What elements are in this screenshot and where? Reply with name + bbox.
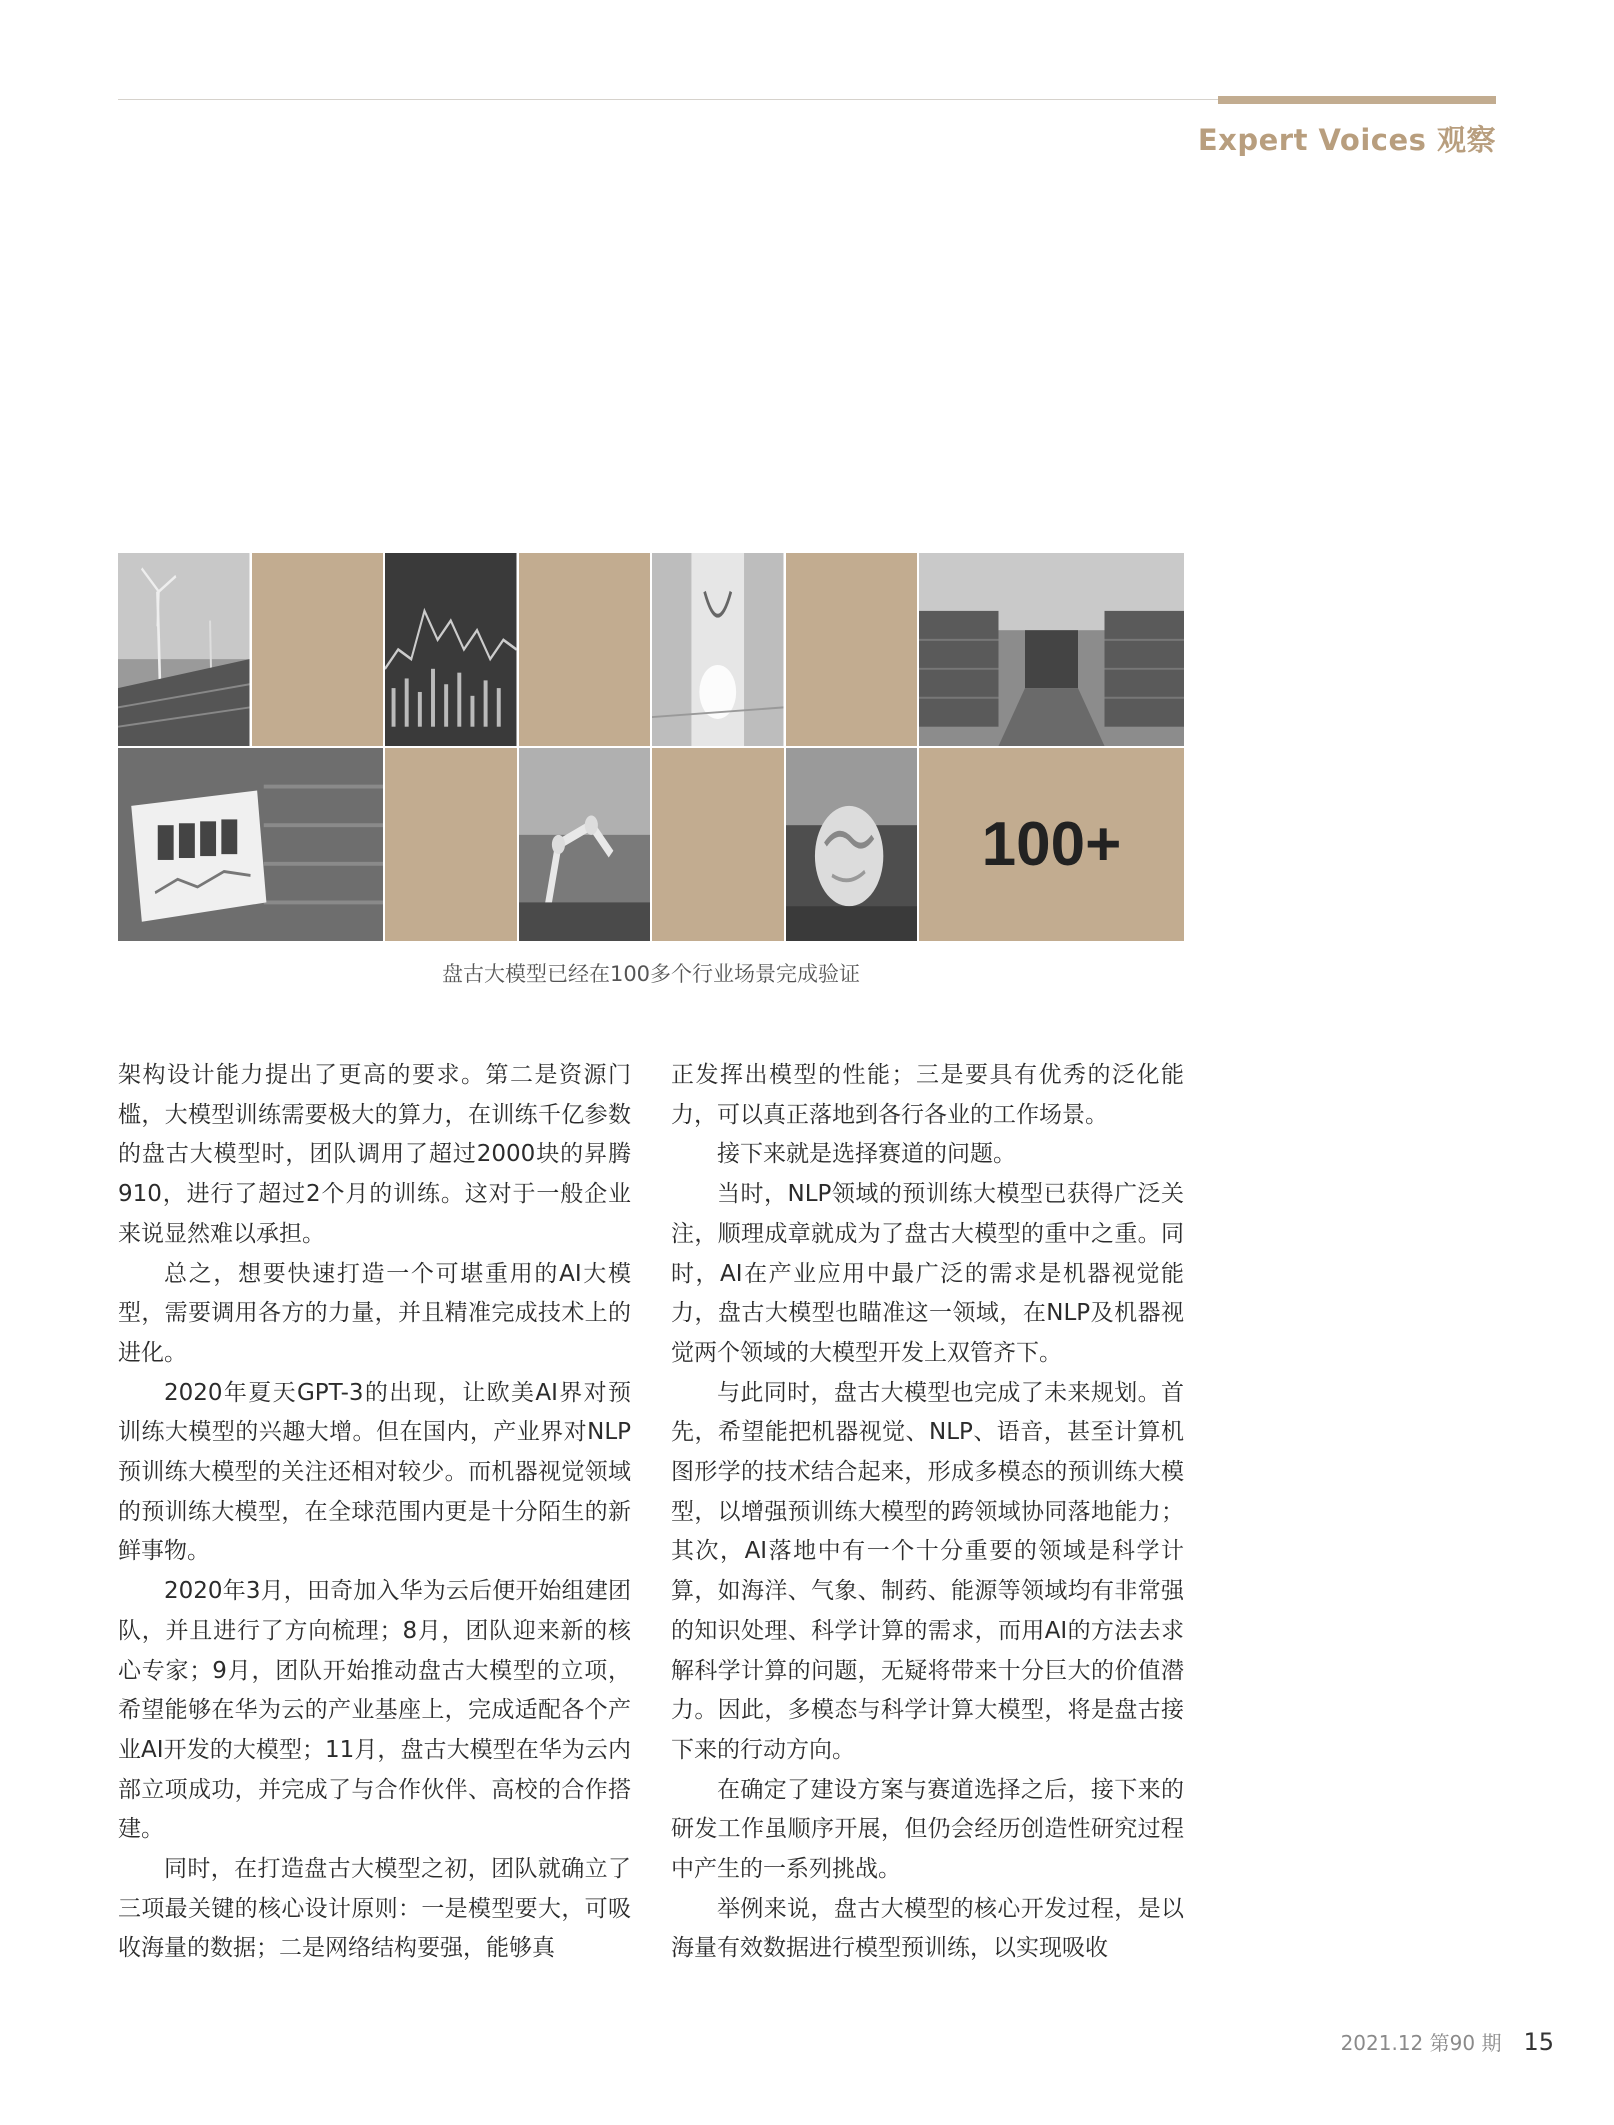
globe-icon — [786, 748, 918, 941]
page-footer — [1341, 2027, 1554, 2056]
article-paragraph: 与此同时，盘古大模型也完成了未来规划。首先，希望能把机器视觉、NLP、语音，甚至计算机图形学的技术结合起来，形成多模态的预训练大模型，以增强预训练大模型的跨领域协同落地能力；其次，AI落地中有一个十分重要的领域是科学计算，如海洋、气象、制药、能源等领域均有非常强的知识处理、科学计算的需求，而用AI的方法去求解科学计算的问题，无疑将带来十分巨大的价值潜力。因此，多模态与科学计算大模型，将是盘古接下来的行动方向。 — [671, 1379, 1184, 1763]
tan-tile — [652, 748, 784, 941]
retail-tablet-icon — [118, 748, 383, 941]
tan-tile — [786, 553, 918, 746]
article-paragraph: 架构设计能力提出了更高的要求。第二是资源门槛，大模型训练需要极大的算力，在训练千亿参数的盘古大模型时，团队调用了超过2000块的昇腾910，进行了超过2个月的训练。这对于一般企业来说显然难以承担。 — [118, 1062, 631, 1247]
shipping-containers-icon — [919, 553, 1184, 746]
header-accent-bar — [1218, 96, 1496, 104]
article-paragraph: 2020年夏天GPT-3的出现，让欧美AI界对预训练大模型的兴趣大增。但在国内，产业界对NLP预训练大模型的关注还相对较少。而机器视觉领域的预训练大模型，在全球范围内更是十分陌生的新鲜事物。 — [118, 1379, 631, 1565]
article-paragraph: 同时，在打造盘古大模型之初，团队就确立了三项最关键的核心设计原则：一是模型要大，可吸收海量的数据；二是网络结构要强，能够真 — [118, 1856, 631, 1962]
tan-tile — [519, 553, 651, 746]
wind-turbine-solar-icon — [118, 553, 250, 746]
section-title: Expert Voices 观察 — [1197, 123, 1496, 157]
article-paragraph: 在确定了建设方案与赛道选择之后，接下来的研发工作虽顺序开展，但仍会经历创造性研究过程中产生的一系列挑战。 — [671, 1776, 1184, 1883]
scenario-count-badge — [919, 748, 1184, 941]
medical-doctor-icon — [652, 553, 784, 746]
article-column-left — [118, 1056, 631, 1969]
page-number: 15 — [1523, 2028, 1554, 2056]
article-column-right — [671, 1056, 1184, 1969]
tan-tile — [385, 748, 517, 941]
industry-image-mosaic — [118, 553, 1184, 941]
factory-robot-icon — [519, 748, 651, 941]
article-paragraph: 正发挥出模型的性能；三是要具有优秀的泛化能力，可以真正落地到各行各业的工作场景。 — [671, 1062, 1184, 1128]
article-paragraph: 举例来说，盘古大模型的核心开发过程，是以海量有效数据进行模型预训练，以实现吸收 — [671, 1895, 1184, 1962]
article-paragraph: 接下来就是选择赛道的问题。 — [717, 1141, 1016, 1168]
figure-caption: 盘古大模型已经在100多个行业场景完成验证 — [441, 962, 861, 986]
issue-date: 2021.12 第90 期 — [1340, 2031, 1502, 2055]
article-paragraph: 当时，NLP领域的预训练大模型已获得广泛关注，顺理成章就成为了盘古大模型的重中之重。同时，AI在产业应用中最广泛的需求是机器视觉能力，盘古大模型也瞄准这一领域，在NLP及机器视觉两个领域的大模型开发上双管齐下。 — [671, 1181, 1184, 1366]
stock-chart-icon — [385, 553, 517, 746]
tan-tile — [252, 553, 384, 746]
scenario-count-text: 100+ — [981, 810, 1122, 879]
article-paragraph: 2020年3月，田奇加入华为云后便开始组建团队，并且进行了方向梳理；8月，团队迎来新的核心专家；9月，团队开始推动盘古大模型的立项，希望能够在华为云的产业基座上，完成适配各个产业AI开发的大模型；11月，盘古大模型在华为云内部立项成功，并完成了与合作伙伴、高校的合作搭建。 — [118, 1578, 631, 1843]
article-paragraph: 总之，想要快速打造一个可堪重用的AI大模型，需要调用各方的力量，并且精准完成技术上的进化。 — [118, 1260, 631, 1366]
